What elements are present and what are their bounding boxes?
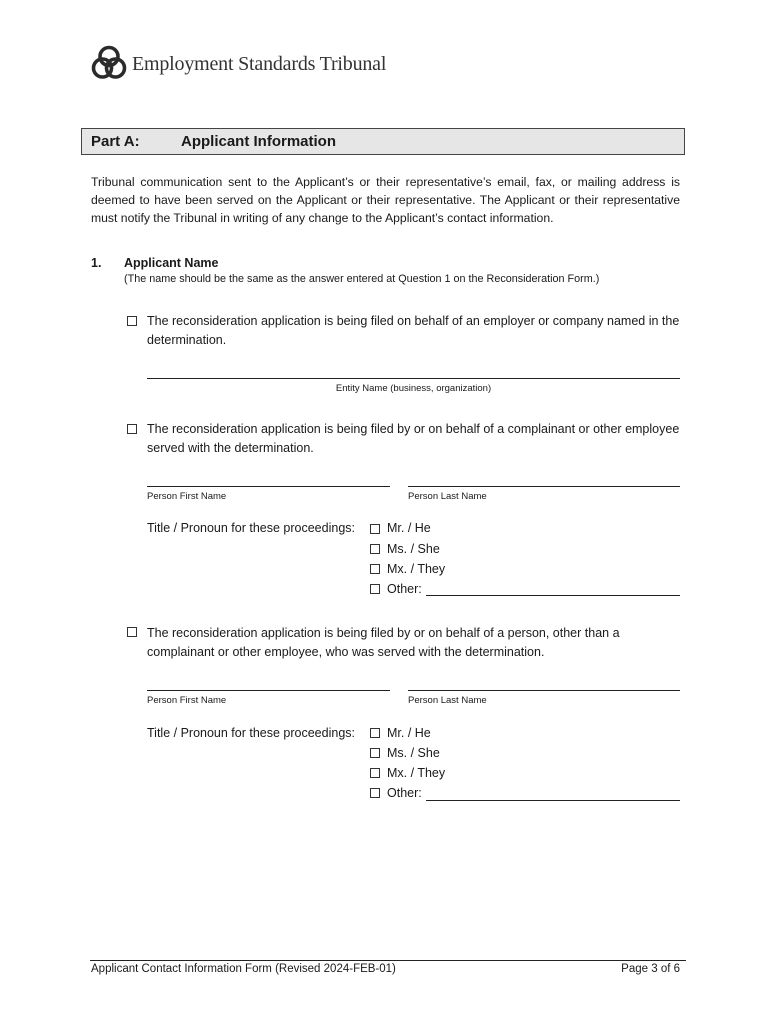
- other-person-pronoun-other-checkbox[interactable]: [370, 788, 380, 798]
- question-note: (The name should be the same as the answer entered at Question 1 on the Reconsideration Form.): [124, 273, 600, 285]
- complainant-pronoun-he-checkbox[interactable]: [370, 524, 380, 534]
- complainant-last-name-field[interactable]: [408, 486, 680, 487]
- other-person-first-name-caption: Person First Name: [147, 695, 227, 706]
- intro-paragraph: Tribunal communication sent to the Applicant’s or their representative’s email, fax, or mailing address is deemed to have been served on the Applicant or their representative. The Applicant or their representative must notify the Tribunal in writing of any change to the Applicant’s contact information.: [91, 175, 680, 225]
- entity-name-field[interactable]: [147, 378, 680, 379]
- other-person-title-label: Title / Pronoun for these proceedings:: [147, 726, 355, 740]
- part-label: Part A:: [91, 133, 140, 150]
- complainant-pronoun-other-field[interactable]: [426, 595, 680, 596]
- footer-divider: [90, 960, 686, 961]
- org-name: Employment Standards Tribunal: [132, 53, 387, 75]
- other-person-first-name-field[interactable]: [147, 690, 390, 691]
- complainant-first-name-caption: Person First Name: [147, 491, 227, 502]
- employer-option-text: The reconsideration application is being filed on behalf of an employer or company named in the determination.: [147, 314, 680, 347]
- part-title: Applicant Information: [181, 133, 336, 150]
- other-person-pronoun-they-label: Mx. / They: [387, 766, 446, 780]
- complainant-pronoun-other-label: Other:: [387, 582, 422, 596]
- footer-form-name: Applicant Contact Information Form (Revised 2024-FEB-01): [91, 963, 396, 975]
- footer-page-number: Page 3 of 6: [621, 963, 680, 975]
- complainant-last-name-caption: Person Last Name: [408, 491, 487, 502]
- complainant-title-label: Title / Pronoun for these proceedings:: [147, 521, 355, 535]
- complainant-pronoun-other-checkbox[interactable]: [370, 584, 380, 594]
- complainant-pronoun-she-checkbox[interactable]: [370, 544, 380, 554]
- other-person-last-name-caption: Person Last Name: [408, 695, 487, 706]
- header-logo: [90, 44, 390, 84]
- other-person-option-text: The reconsideration application is being filed by or on behalf of a person, other than a complainant or other employee, who was served with the determination.: [147, 626, 620, 659]
- complainant-pronoun-he-label: Mr. / He: [387, 521, 431, 535]
- other-person-last-name-field[interactable]: [408, 690, 680, 691]
- other-person-pronoun-she-label: Ms. / She: [387, 746, 440, 760]
- question-title: Applicant Name: [124, 256, 219, 270]
- other-person-option-checkbox[interactable]: [127, 627, 137, 637]
- question-number: 1.: [91, 256, 102, 270]
- other-person-pronoun-they-checkbox[interactable]: [370, 768, 380, 778]
- complainant-pronoun-they-label: Mx. / They: [387, 562, 446, 576]
- other-person-pronoun-other-label: Other:: [387, 786, 422, 800]
- other-person-pronoun-other-field[interactable]: [426, 800, 680, 801]
- complainant-pronoun-they-checkbox[interactable]: [370, 564, 380, 574]
- part-header: [81, 128, 685, 155]
- entity-name-caption: Entity Name (business, organization): [335, 383, 492, 394]
- complainant-first-name-field[interactable]: [147, 486, 390, 487]
- employer-option-checkbox[interactable]: [127, 316, 137, 326]
- complainant-option-text: The reconsideration application is being filed by or on behalf of a complainant or other employee served with the determination.: [147, 422, 680, 455]
- tribunal-logo-icon: [90, 44, 128, 82]
- other-person-pronoun-she-checkbox[interactable]: [370, 748, 380, 758]
- other-person-pronoun-he-label: Mr. / He: [387, 726, 431, 740]
- other-person-pronoun-he-checkbox[interactable]: [370, 728, 380, 738]
- complainant-option-checkbox[interactable]: [127, 424, 137, 434]
- complainant-pronoun-she-label: Ms. / She: [387, 542, 440, 556]
